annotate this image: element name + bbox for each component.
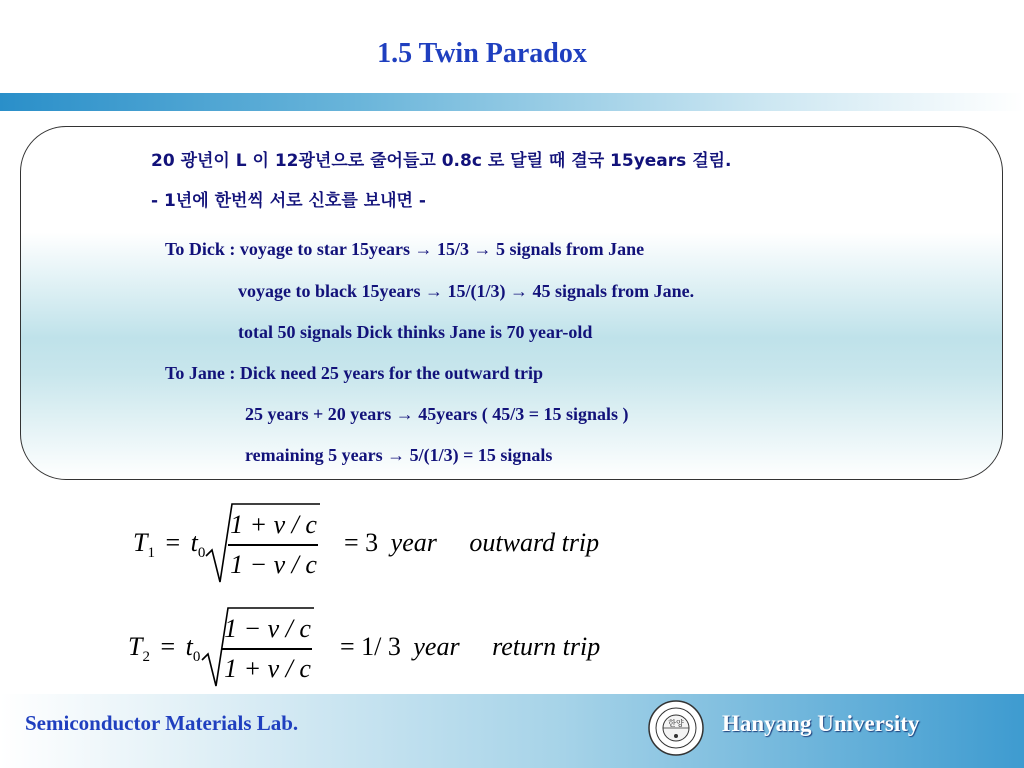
dick-line-1: To Dick : voyage to star 15years → 15/3 → 5 signals from Jane xyxy=(165,239,645,259)
formula2-t-var: t xyxy=(185,632,193,661)
formula1-fraction-bar xyxy=(228,544,318,546)
formula1-t-sub: 0 xyxy=(197,545,206,561)
jane-line-2: 25 years + 20 years → 45years ( 45/3 = 15 signals ) xyxy=(245,404,629,424)
formula2-lhs-sub: 2 xyxy=(142,649,150,665)
formula2-label: return trip xyxy=(492,632,601,661)
university-seal-icon xyxy=(648,700,704,756)
formula2-t-sub: 0 xyxy=(192,649,201,665)
formula2-numerator: 1 − v / c xyxy=(224,614,311,643)
intro-line-2: - 1년에 한번씩 서로 신호를 보내면 - xyxy=(151,191,426,211)
header-bar xyxy=(0,93,1024,111)
footer-bar xyxy=(0,694,1024,768)
dick-line-2: voyage to black 15years → 15/(1/3) → 45 signals from Jane. xyxy=(238,281,695,301)
footer-university-name: Hanyang University xyxy=(722,711,920,736)
content-panel xyxy=(20,126,1003,480)
formula1-t-var: t xyxy=(190,528,198,557)
jane-line-3: remaining 5 years → 5/(1/3) = 15 signals xyxy=(245,445,553,465)
formula2-denominator: 1 + v / c xyxy=(224,654,311,683)
formula2-lhs-var: T xyxy=(128,632,143,661)
formula2-unit: year xyxy=(413,632,460,661)
formula1-lhs-sub: 1 xyxy=(147,545,155,561)
dick-line-3: total 50 signals Dick thinks Jane is 70 year-old xyxy=(238,322,593,342)
jane-line-1: To Jane : Dick need 25 years for the outward trip xyxy=(165,363,543,383)
formula2-fraction-bar xyxy=(222,648,312,650)
page-title: 1.5 Twin Paradox xyxy=(377,38,587,69)
formula1-denominator: 1 − v / c xyxy=(230,550,317,579)
formula1-unit: year xyxy=(390,528,437,557)
intro-line-1: 20 광년이 L 이 12광년으로 줄어들고 0.8c 로 달릴 때 결국 15years 걸림. xyxy=(151,151,732,171)
formula1-label: outward trip xyxy=(469,528,600,557)
formula1-lhs-var: T xyxy=(133,528,148,557)
footer-lab-name: Semiconductor Materials Lab. xyxy=(25,711,299,735)
formula1-numerator: 1 + v / c xyxy=(230,510,317,539)
formula2-result: = 1/ 3 xyxy=(340,632,401,661)
seal-text: 한양 xyxy=(668,719,684,728)
formula1-result: = 3 xyxy=(344,528,379,557)
